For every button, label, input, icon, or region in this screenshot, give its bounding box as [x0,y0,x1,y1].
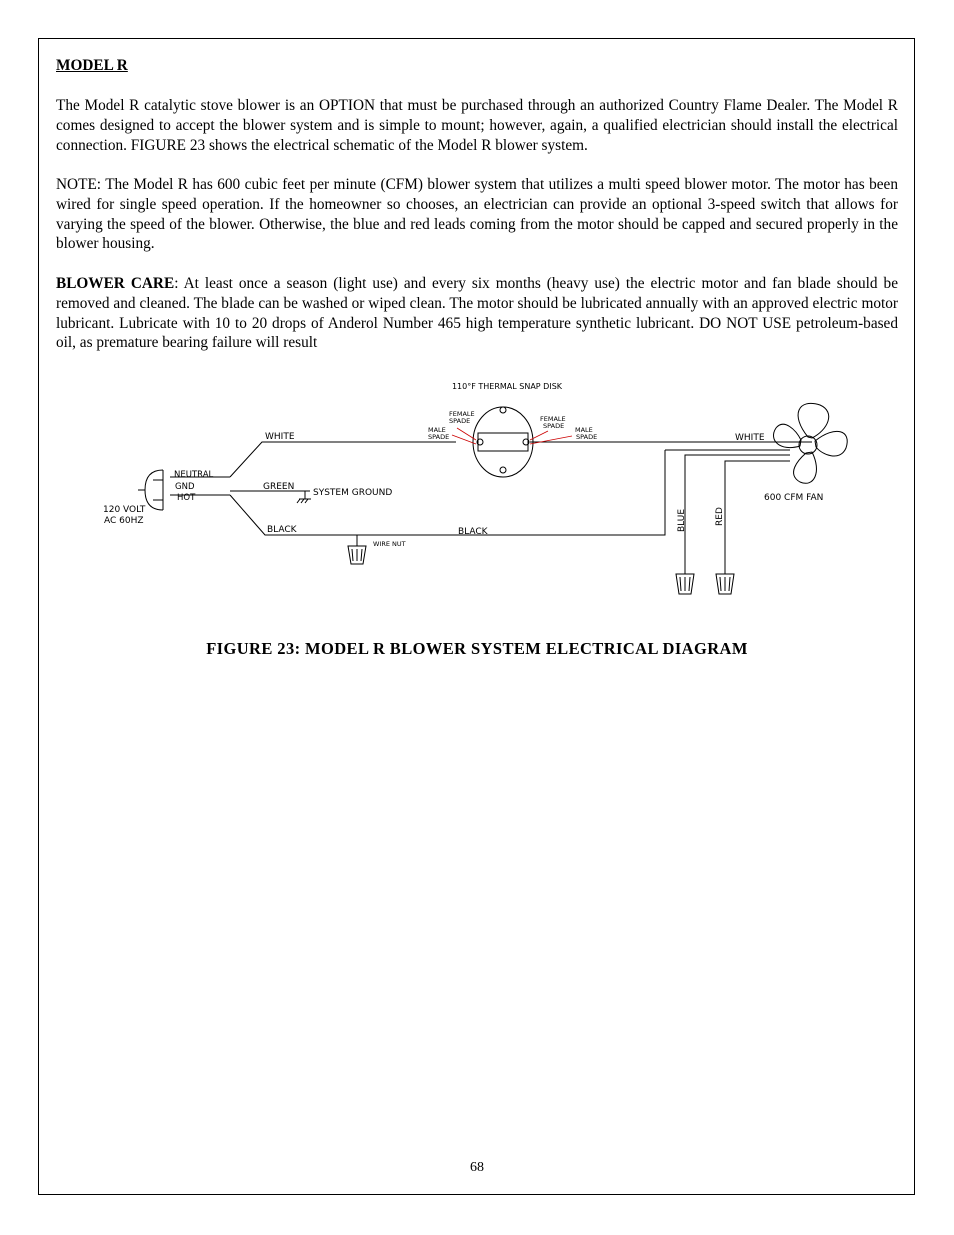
leader-male-left [452,435,476,444]
supply-label-1: 120 VOLT [103,505,146,515]
figure-caption: FIGURE 23: MODEL R BLOWER SYSTEM ELECTRICAL DIAGRAM [206,639,748,658]
male-spade-right-1: MALE [575,426,593,434]
supply-label-2: AC 60HZ [104,516,144,526]
female-spade-right-1: FEMALE [540,415,566,423]
snap-disk-mount-bottom [500,467,506,473]
blower-care-paragraph [56,274,898,353]
red-lead [725,461,790,574]
female-spade-right-2: SPADE [543,422,565,430]
blower-care-lead: BLOWER CARE [56,275,175,292]
male-spade-left-1: MALE [428,426,446,434]
fan-hub [799,436,817,454]
fan-blade [815,431,847,456]
page-number: 68 [470,1160,484,1175]
black-wire [230,450,665,535]
white-wire-label-right: WHITE [735,433,765,443]
wire-nut-label: WIRE NUT [373,540,406,548]
plug-gnd-label: GND [175,482,195,492]
fan-blade [794,452,817,483]
blue-wire-label: BLUE [677,508,687,532]
system-ground-label: SYSTEM GROUND [313,488,393,498]
green-wire-label: GREEN [263,482,295,492]
black-wire-label-right: BLACK [458,527,488,537]
blower-care-text: : At least once a season (light use) and every six months (heavy use) the electric motor and fan blade should be removed and cleaned. The blade can be washed or wiped clean. The motor should be lubricated annually with an approved electric motor lubricant. Lubricate with 10 to 20 drops of Anderol Number 465 high temperature synthetic lubricant. DO NOT USE petroleum-based oil, as premature bearing failure will result [56,275,898,352]
male-spade-right-2: SPADE [576,433,598,441]
fan-blade [798,403,829,438]
fan-label: 600 CFM FAN [764,493,824,503]
black-wire-label-left: BLACK [267,525,297,535]
blue-lead [685,455,790,574]
male-spade-left-2: SPADE [428,433,450,441]
plug-neutral-label: NEUTRAL [174,470,214,480]
female-spade-left-1: FEMALE [449,410,475,418]
snap-disk-label: 110°F THERMAL SNAP DISK [451,382,563,391]
plug-outline [145,470,163,510]
electrical-diagram [90,375,870,605]
note-paragraph: NOTE: The Model R has 600 cubic feet per minute (CFM) blower system that utilizes a multi speed blower motor. The motor has been wired for single speed operation. If the homeowner so chooses, an electrician can provide an optional 3-speed switch that allows for varying the speed of the blower. Otherwise, the blue and red leads coming from the motor should be capped and secured properly in the blower housing. [56,176,898,253]
red-wire-label: RED [715,507,725,526]
white-wire-label-left: WHITE [265,432,295,442]
intro-paragraph: The Model R catalytic stove blower is an OPTION that must be purchased through an authorized Country Flame Dealer. The Model R comes designed to accept the blower system and is simple to mount; however, again, a qualified electrician should install the electrical connection. FIGURE 23 shows the electrical schematic of the Model R blower system. [56,97,898,154]
section-heading: MODEL R [56,57,128,74]
female-spade-left-2: SPADE [449,417,471,425]
white-wire-left [230,442,456,477]
snap-disk-terminals [478,433,528,451]
fan-blade [773,424,801,447]
snap-disk-mount-top [500,407,506,413]
plug-hot-label: HOT [177,493,196,503]
